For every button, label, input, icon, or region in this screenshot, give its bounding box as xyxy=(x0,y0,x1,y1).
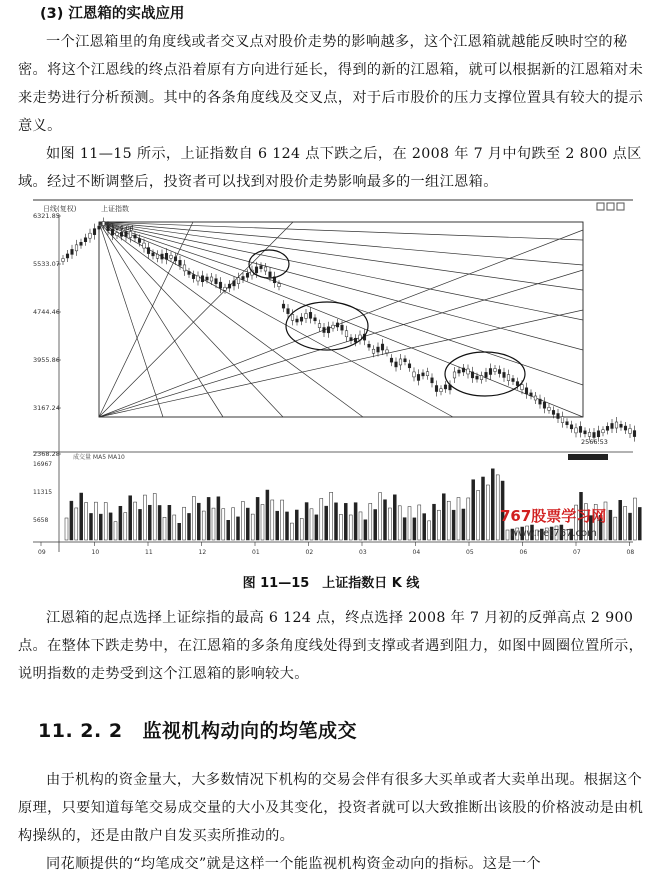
paragraph-5: 同花顺提供的“均笔成交”就是这样一个能监视机构资金动向的指标。这是一个 xyxy=(46,856,541,872)
x-tick-label: 08 xyxy=(626,549,635,556)
volume-tick-label: 5658 xyxy=(33,517,49,524)
section-heading: (3) 江恩箱的实战应用 xyxy=(40,6,185,22)
x-tick-label: 12 xyxy=(198,549,207,556)
x-tick-label: 09 xyxy=(38,549,46,556)
subsection-number: 11. 2. 2 xyxy=(38,720,123,742)
paragraph-2: 如图 11—15 所示，上证指数自 6 124 点下跌之后，在 2008 年 7 月中旬跌至 2 800 点区域。经过不断调整后，投资者可以找到对股价走势影响最多的一组江恩箱。 xyxy=(18,146,642,190)
x-tick-label: 05 xyxy=(466,549,474,556)
volume-tick-label: 11315 xyxy=(33,489,53,496)
x-tick-label: 04 xyxy=(412,549,421,556)
x-tick-label: 03 xyxy=(359,549,367,556)
chart-header-title: 上证指数 xyxy=(101,205,129,213)
paragraph-1: 一个江恩箱里的角度线或者交叉点对股价走势的影响越多，这个江恩箱就越能反映时空的秘密。将这个江恩线的终点沿着原有方向进行延长，得到的新的江恩箱，就可以根据新的江恩箱对未来走势进行分析预测。其中的各条角度线及交叉点，对于后市股价的压力支撑位置具有较大的提示意义。 xyxy=(18,34,644,134)
y-tick-label: 4744.46 xyxy=(33,308,60,316)
y-tick-label: 3955.86 xyxy=(33,356,60,364)
subsection-title: 监视机构动向的均笔成交 xyxy=(142,720,358,742)
subsection-heading xyxy=(38,716,357,743)
y-tick-label: 3167.24 xyxy=(33,404,60,412)
figure-caption: 图 11—15 上证指数日 K 线 xyxy=(242,576,420,591)
y-tick-label: 2368.28 xyxy=(33,450,60,458)
x-tick-label: 01 xyxy=(252,549,260,556)
x-tick-label: 06 xyxy=(519,549,528,556)
watermark xyxy=(500,505,606,539)
x-tick-label: 02 xyxy=(305,549,314,556)
x-tick-label: 11 xyxy=(145,549,153,556)
paragraph-4: 由于机构的资金量大，大多数情况下机构的交易会伴有很多大买单或者大卖单出现。根据这个原理，只要知道每笔交易成交量的大小及其变化，投资者就可以大致推断出该股的价格波动是由机构操纵的，还是由散户自发买卖所推动的。 xyxy=(18,772,644,844)
volume-tick-label: 16967 xyxy=(33,461,53,468)
volume-header: 成交量 MA5 MA10 xyxy=(73,454,125,461)
watermark-title: 767股票学习网 xyxy=(500,507,607,525)
x-tick-label: 10 xyxy=(91,549,100,556)
y-tick-label: 6321.85 xyxy=(33,212,60,220)
paragraph-3: 江恩箱的起点选择上证综指的最高 6 124 点，终点选择 2008 年 7 月初的反弹高点 2 900点。在整体下跌走势中，在江恩箱的多条角度线处得到支撑或者遇到阻力，如图中圆圈位置所示，说明指数的走势受到这个江恩箱的影响较大。 xyxy=(18,610,644,682)
x-tick-label: 07 xyxy=(573,549,581,556)
y-tick-label: 5533.07 xyxy=(33,260,60,268)
chart-header-left: 日线(复权) xyxy=(43,205,77,213)
high-label: 6124.04 xyxy=(107,224,134,232)
low-label: 2566.53 xyxy=(581,438,608,446)
watermark-url: www.net767.com xyxy=(510,528,597,539)
